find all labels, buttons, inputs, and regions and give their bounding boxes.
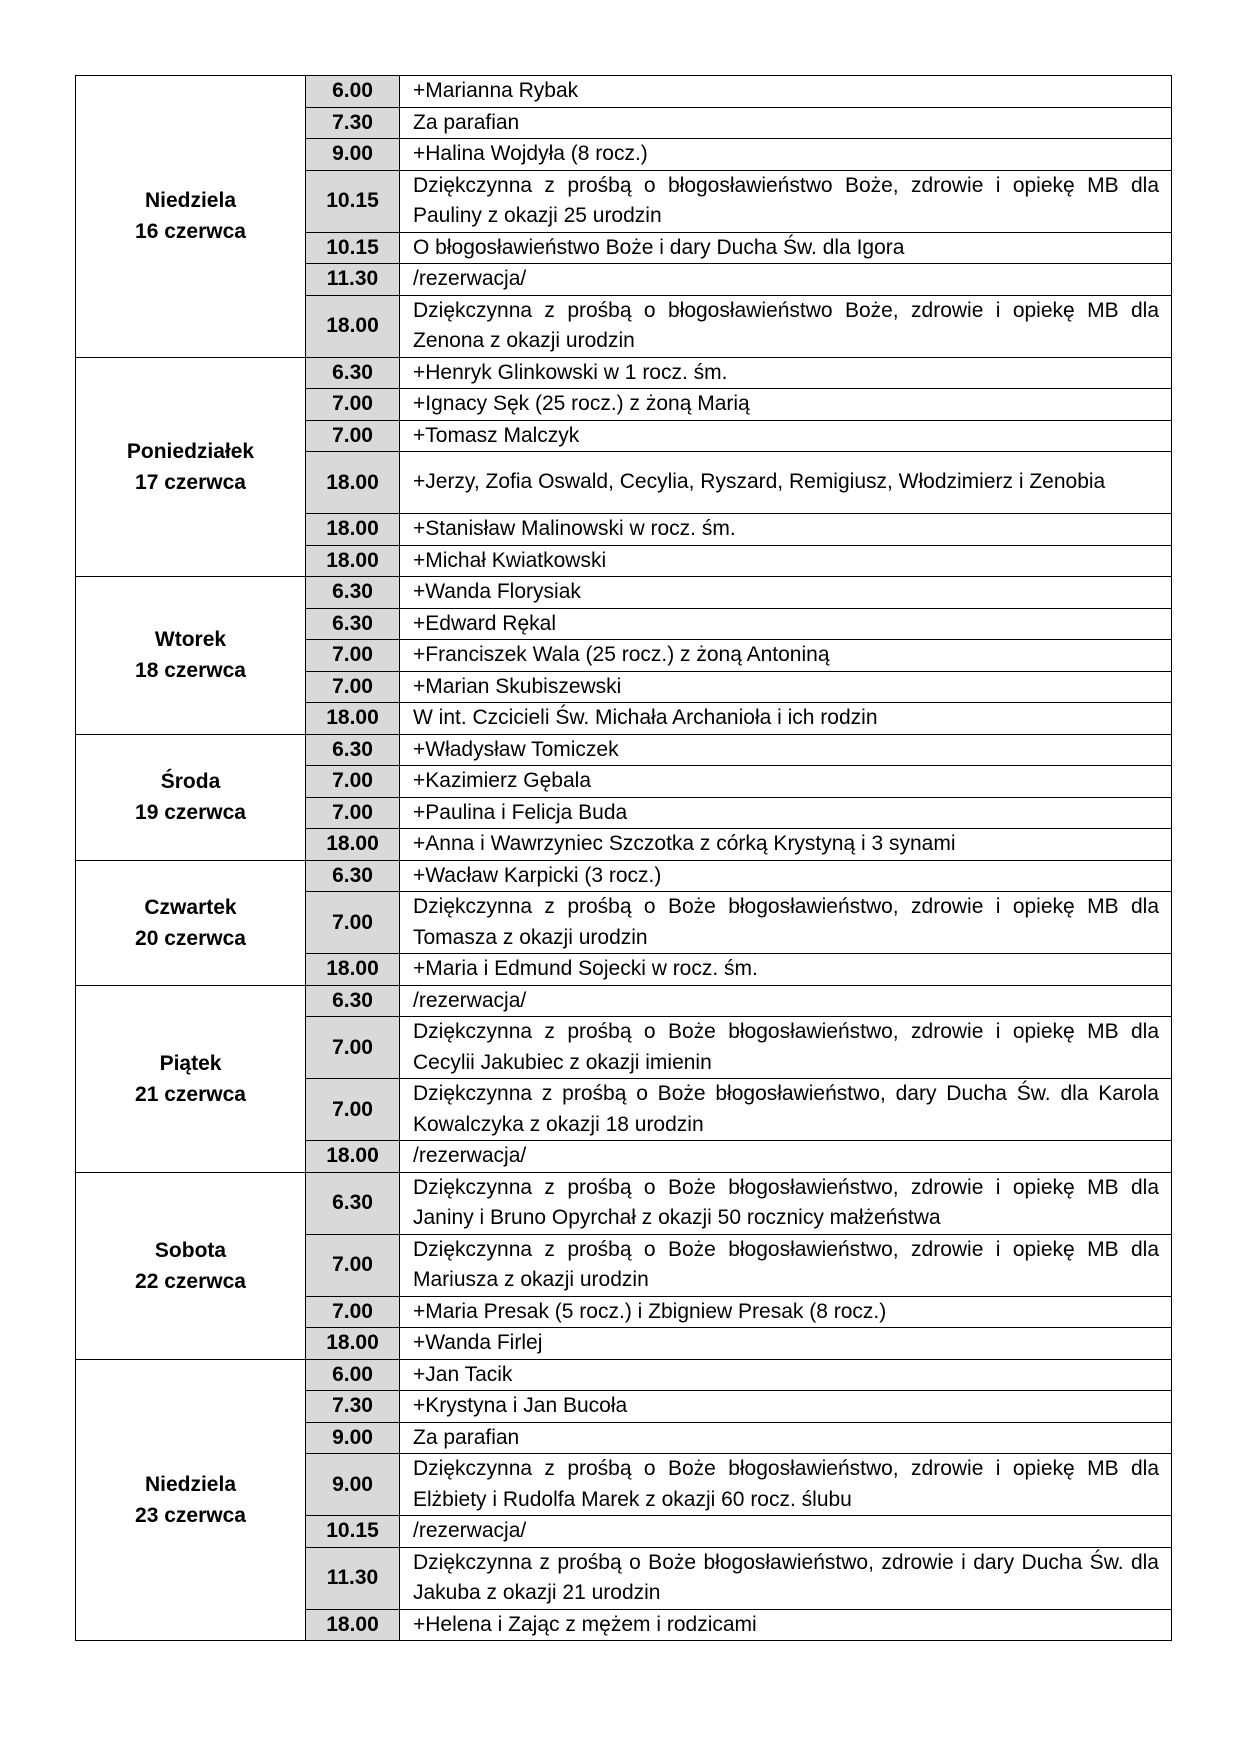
table-row bbox=[76, 1172, 1172, 1234]
mass-time: 6.00 bbox=[306, 76, 400, 108]
mass-intention: Dziękczynna z prośbą o Boże błogosławieństwo, dary Ducha Św. dla Karola Kowalczyka z okazji 18 urodzin bbox=[400, 1079, 1172, 1141]
day-cell bbox=[76, 1172, 306, 1359]
mass-time: 6.30 bbox=[306, 860, 400, 892]
day-date: 17 czerwca bbox=[135, 470, 246, 494]
mass-intention: +Kazimierz Gębala bbox=[400, 766, 1172, 798]
table-row bbox=[76, 577, 1172, 609]
mass-intention: Dziękczynna z prośbą o Boże błogosławieństwo, zdrowie i dary Ducha Św. dla Jakuba z okazji 21 urodzin bbox=[400, 1547, 1172, 1609]
day-cell bbox=[76, 357, 306, 577]
mass-intention: +Helena i Zając z mężem i rodzicami bbox=[400, 1609, 1172, 1641]
mass-time: 18.00 bbox=[306, 295, 400, 357]
mass-time: 7.00 bbox=[306, 1079, 400, 1141]
mass-time: 7.00 bbox=[306, 797, 400, 829]
mass-time: 10.15 bbox=[306, 1516, 400, 1548]
mass-time: 6.30 bbox=[306, 734, 400, 766]
mass-time: 7.00 bbox=[306, 892, 400, 954]
table-row bbox=[76, 734, 1172, 766]
mass-time: 6.00 bbox=[306, 1359, 400, 1391]
mass-intentions-table bbox=[75, 75, 1172, 1641]
mass-intention: +Marianna Rybak bbox=[400, 76, 1172, 108]
day-date: 21 czerwca bbox=[135, 1082, 246, 1106]
mass-intention: Dziękczynna z prośbą o błogosławieństwo Boże, zdrowie i opiekę MB dla Pauliny z okazji 25 urodzin bbox=[400, 170, 1172, 232]
day-name: Środa bbox=[160, 770, 221, 793]
mass-intention: +Edward Rękal bbox=[400, 608, 1172, 640]
mass-time: 9.00 bbox=[306, 139, 400, 171]
mass-intention: Dziękczynna z prośbą o Boże błogosławieństwo, zdrowie i opiekę MB dla Tomasza z okazji urodzin bbox=[400, 892, 1172, 954]
day-date: 22 czerwca bbox=[135, 1269, 246, 1293]
mass-intention: +Maria Presak (5 rocz.) i Zbigniew Presak (8 rocz.) bbox=[400, 1296, 1172, 1328]
mass-intention: /rezerwacja/ bbox=[400, 264, 1172, 296]
mass-time: 7.00 bbox=[306, 1017, 400, 1079]
mass-intention: +Paulina i Felicja Buda bbox=[400, 797, 1172, 829]
table-row bbox=[76, 76, 1172, 108]
mass-time: 18.00 bbox=[306, 545, 400, 577]
mass-time: 6.30 bbox=[306, 985, 400, 1017]
day-date: 19 czerwca bbox=[135, 801, 246, 824]
mass-time: 18.00 bbox=[306, 1609, 400, 1641]
mass-intention: +Wanda Firlej bbox=[400, 1328, 1172, 1360]
day-cell bbox=[76, 860, 306, 985]
mass-intention: +Jan Tacik bbox=[400, 1359, 1172, 1391]
schedule-body bbox=[76, 76, 1172, 1641]
mass-time: 18.00 bbox=[306, 703, 400, 735]
day-name: Poniedziałek bbox=[126, 439, 255, 463]
mass-intention: +Halina Wojdyła (8 rocz.) bbox=[400, 139, 1172, 171]
mass-intention: +Władysław Tomiczek bbox=[400, 734, 1172, 766]
mass-time: 7.00 bbox=[306, 640, 400, 672]
day-name: Czwartek bbox=[144, 895, 237, 919]
day-name: Piątek bbox=[159, 1051, 222, 1075]
day-date: 20 czerwca bbox=[135, 926, 246, 950]
day-cell bbox=[76, 985, 306, 1172]
day-name: Niedziela bbox=[144, 1472, 237, 1496]
mass-time: 11.30 bbox=[306, 1547, 400, 1609]
table-row bbox=[76, 1359, 1172, 1391]
day-cell bbox=[76, 577, 306, 735]
mass-time: 10.15 bbox=[306, 232, 400, 264]
day-date: 16 czerwca bbox=[135, 220, 246, 244]
mass-intention: +Henryk Glinkowski w 1 rocz. śm. bbox=[400, 357, 1172, 389]
mass-time: 6.30 bbox=[306, 577, 400, 609]
mass-time: 7.30 bbox=[306, 107, 400, 139]
mass-time: 7.00 bbox=[306, 766, 400, 798]
mass-time: 9.00 bbox=[306, 1454, 400, 1516]
mass-intention: Dziękczynna z prośbą o Boże błogosławieństwo, zdrowie i opiekę MB dla Mariusza z okazji urodzin bbox=[400, 1234, 1172, 1296]
mass-time: 9.00 bbox=[306, 1422, 400, 1454]
day-cell bbox=[76, 76, 306, 358]
mass-intention: Dziękczynna z prośbą o Boże błogosławieństwo, zdrowie i opiekę MB dla Elżbiety i Rudolfa Marek z okazji 60 rocz. ślubu bbox=[400, 1454, 1172, 1516]
table-row bbox=[76, 985, 1172, 1017]
mass-intention: /rezerwacja/ bbox=[400, 1516, 1172, 1548]
table-row bbox=[76, 860, 1172, 892]
mass-intention: Za parafian bbox=[400, 1422, 1172, 1454]
mass-intention: +Krystyna i Jan Bucoła bbox=[400, 1391, 1172, 1423]
mass-time: 10.15 bbox=[306, 170, 400, 232]
mass-intention: /rezerwacja/ bbox=[400, 1141, 1172, 1173]
mass-intention: +Anna i Wawrzyniec Szczotka z córką Krystyną i 3 synami bbox=[400, 829, 1172, 861]
mass-intention: W int. Czcicieli Św. Michała Archanioła i ich rodzin bbox=[400, 703, 1172, 735]
mass-time: 7.00 bbox=[306, 420, 400, 452]
mass-time: 6.30 bbox=[306, 357, 400, 389]
mass-time: 18.00 bbox=[306, 829, 400, 861]
day-cell bbox=[76, 1359, 306, 1641]
mass-intention: Dziękczynna z prośbą o Boże błogosławieństwo, zdrowie i opiekę MB dla Janiny i Bruno Opyrchał z okazji 50 rocznicy małżeństwa bbox=[400, 1172, 1172, 1234]
mass-intention: /rezerwacja/ bbox=[400, 985, 1172, 1017]
mass-time: 18.00 bbox=[306, 1328, 400, 1360]
mass-time: 7.00 bbox=[306, 389, 400, 421]
mass-intention: Za parafian bbox=[400, 107, 1172, 139]
mass-time: 18.00 bbox=[306, 954, 400, 986]
mass-intention: +Wacław Karpicki (3 rocz.) bbox=[400, 860, 1172, 892]
day-name: Wtorek bbox=[154, 628, 227, 652]
mass-time: 7.00 bbox=[306, 1234, 400, 1296]
day-cell bbox=[76, 734, 306, 860]
mass-time: 7.30 bbox=[306, 1391, 400, 1423]
mass-intention: +Michał Kwiatkowski bbox=[400, 545, 1172, 577]
mass-intention: +Stanisław Malinowski w rocz. śm. bbox=[400, 514, 1172, 546]
mass-intention: O błogosławieństwo Boże i dary Ducha Św. dla Igora bbox=[400, 232, 1172, 264]
mass-time: 6.30 bbox=[306, 608, 400, 640]
mass-time: 6.30 bbox=[306, 1172, 400, 1234]
mass-time: 18.00 bbox=[306, 514, 400, 546]
table-row bbox=[76, 357, 1172, 389]
mass-time: 7.00 bbox=[306, 671, 400, 703]
mass-intention: +Marian Skubiszewski bbox=[400, 671, 1172, 703]
day-name: Niedziela bbox=[144, 189, 237, 213]
mass-time: 11.30 bbox=[306, 264, 400, 296]
mass-time: 18.00 bbox=[306, 452, 400, 514]
day-date: 23 czerwca bbox=[135, 1503, 246, 1527]
mass-intention: +Wanda Florysiak bbox=[400, 577, 1172, 609]
mass-intention: +Ignacy Sęk (25 rocz.) z żoną Marią bbox=[400, 389, 1172, 421]
mass-intention: +Jerzy, Zofia Oswald, Cecylia, Ryszard, Remigiusz, Włodzimierz i Zenobia bbox=[400, 452, 1172, 514]
mass-intention: +Franciszek Wala (25 rocz.) z żoną Antoniną bbox=[400, 640, 1172, 672]
mass-intention: Dziękczynna z prośbą o błogosławieństwo Boże, zdrowie i opiekę MB dla Zenona z okazji urodzin bbox=[400, 295, 1172, 357]
day-name: Sobota bbox=[154, 1238, 227, 1262]
mass-intention: +Tomasz Malczyk bbox=[400, 420, 1172, 452]
day-date: 18 czerwca bbox=[135, 659, 246, 683]
mass-time: 18.00 bbox=[306, 1141, 400, 1173]
mass-intention: Dziękczynna z prośbą o Boże błogosławieństwo, zdrowie i opiekę MB dla Cecylii Jakubiec z okazji imienin bbox=[400, 1017, 1172, 1079]
mass-intention: +Maria i Edmund Sojecki w rocz. śm. bbox=[400, 954, 1172, 986]
mass-time: 7.00 bbox=[306, 1296, 400, 1328]
